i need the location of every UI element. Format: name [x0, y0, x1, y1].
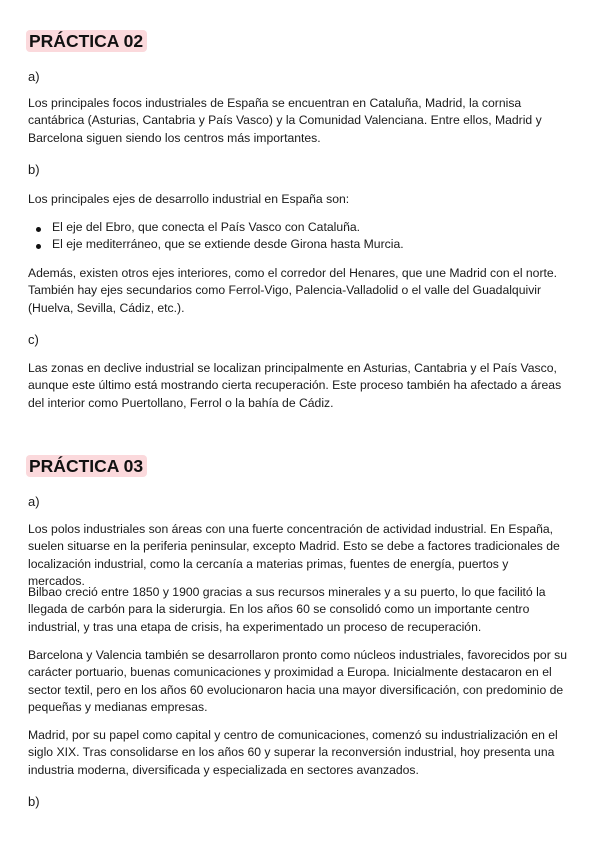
- list-item-eje-mediterraneo: El eje mediterráneo, que se extiende desde Girona hasta Murcia.: [52, 237, 404, 251]
- paragraph-declive-industrial: Las zonas en declive industrial se localizan principalmente en Asturias, Cantabria y el País Vasco, aunque este último está mostrando cierta recuperación. Este proceso también ha afectado a áreas del interior como Puertollano, Ferrol o la bahía de Cádiz.: [28, 361, 562, 410]
- paragraph-madrid: Madrid, por su papel como capital y centro de comunicaciones, comenzó su industrialización en el siglo XIX. Tras consolidarse en los años 60 y superar la reconversión industrial, hoy presenta una industria moderna, diversificada y especializada en sectores avanzados.: [28, 728, 558, 777]
- paragraph-otros-ejes: Además, existen otros ejes interiores, como el corredor del Henares, que une Madrid con el norte. También hay ejes secundarios como Ferrol-Vigo, Palencia-Valladolid o el valle del Guadalquivir (Huelva, Sevilla, Cádiz, etc.).: [28, 266, 558, 315]
- paragraph-bilbao: Bilbao creció entre 1850 y 1900 gracias a sus recursos minerales y a su puerto, lo que facilitó la llegada de carbón para la siderurgia. En los años 60 se consolidó como un importante centro industrial, y tras una etapa de crisis, ha experimentado un proceso de recuperación.: [28, 585, 546, 634]
- bullet-icon: [36, 227, 41, 232]
- section-b-label: b): [28, 162, 40, 177]
- section-c-label: c): [28, 332, 39, 347]
- bullet-icon: [36, 244, 41, 249]
- section-a-label: a): [28, 69, 40, 84]
- heading-practica-03: PRÁCTICA 03: [26, 455, 147, 477]
- section-b-label: b): [28, 794, 40, 809]
- section-a-label: a): [28, 494, 40, 509]
- paragraph-barcelona-valencia: Barcelona y Valencia también se desarrollaron pronto como núcleos industriales, favorecidos por su carácter portuario, buenas comunicaciones y proximidad a Europa. Inicialmente destacaron en el sector textil, pero en los años 60 evolucionaron hacia una mayor diversificación, con predominio de pequeñas y medianas empresas.: [28, 648, 568, 715]
- list-item-eje-ebro: El eje del Ebro, que conecta el País Vasco con Cataluña.: [52, 220, 361, 234]
- paragraph-focos-industriales: Los principales focos industriales de España se encuentran en Cataluña, Madrid, la cornisa cantábrica (Asturias, Cantabria y País Vasco) y la Comunidad Valenciana. Entre ellos, Madrid y Barcelona siguen siendo los centros más importantes.: [28, 96, 542, 145]
- paragraph-polos-industriales: Los polos industriales son áreas con una fuerte concentración de actividad industrial. En España, suelen situarse en la periferia peninsular, excepto Madrid. Esto se debe a factores tradicionales de localización industrial, como la cercanía a materias primas, fuentes de energía, puertos y mercados.: [28, 522, 560, 589]
- paragraph-ejes-intro: Los principales ejes de desarrollo industrial en España son:: [28, 192, 350, 206]
- heading-practica-02: PRÁCTICA 02: [26, 30, 147, 52]
